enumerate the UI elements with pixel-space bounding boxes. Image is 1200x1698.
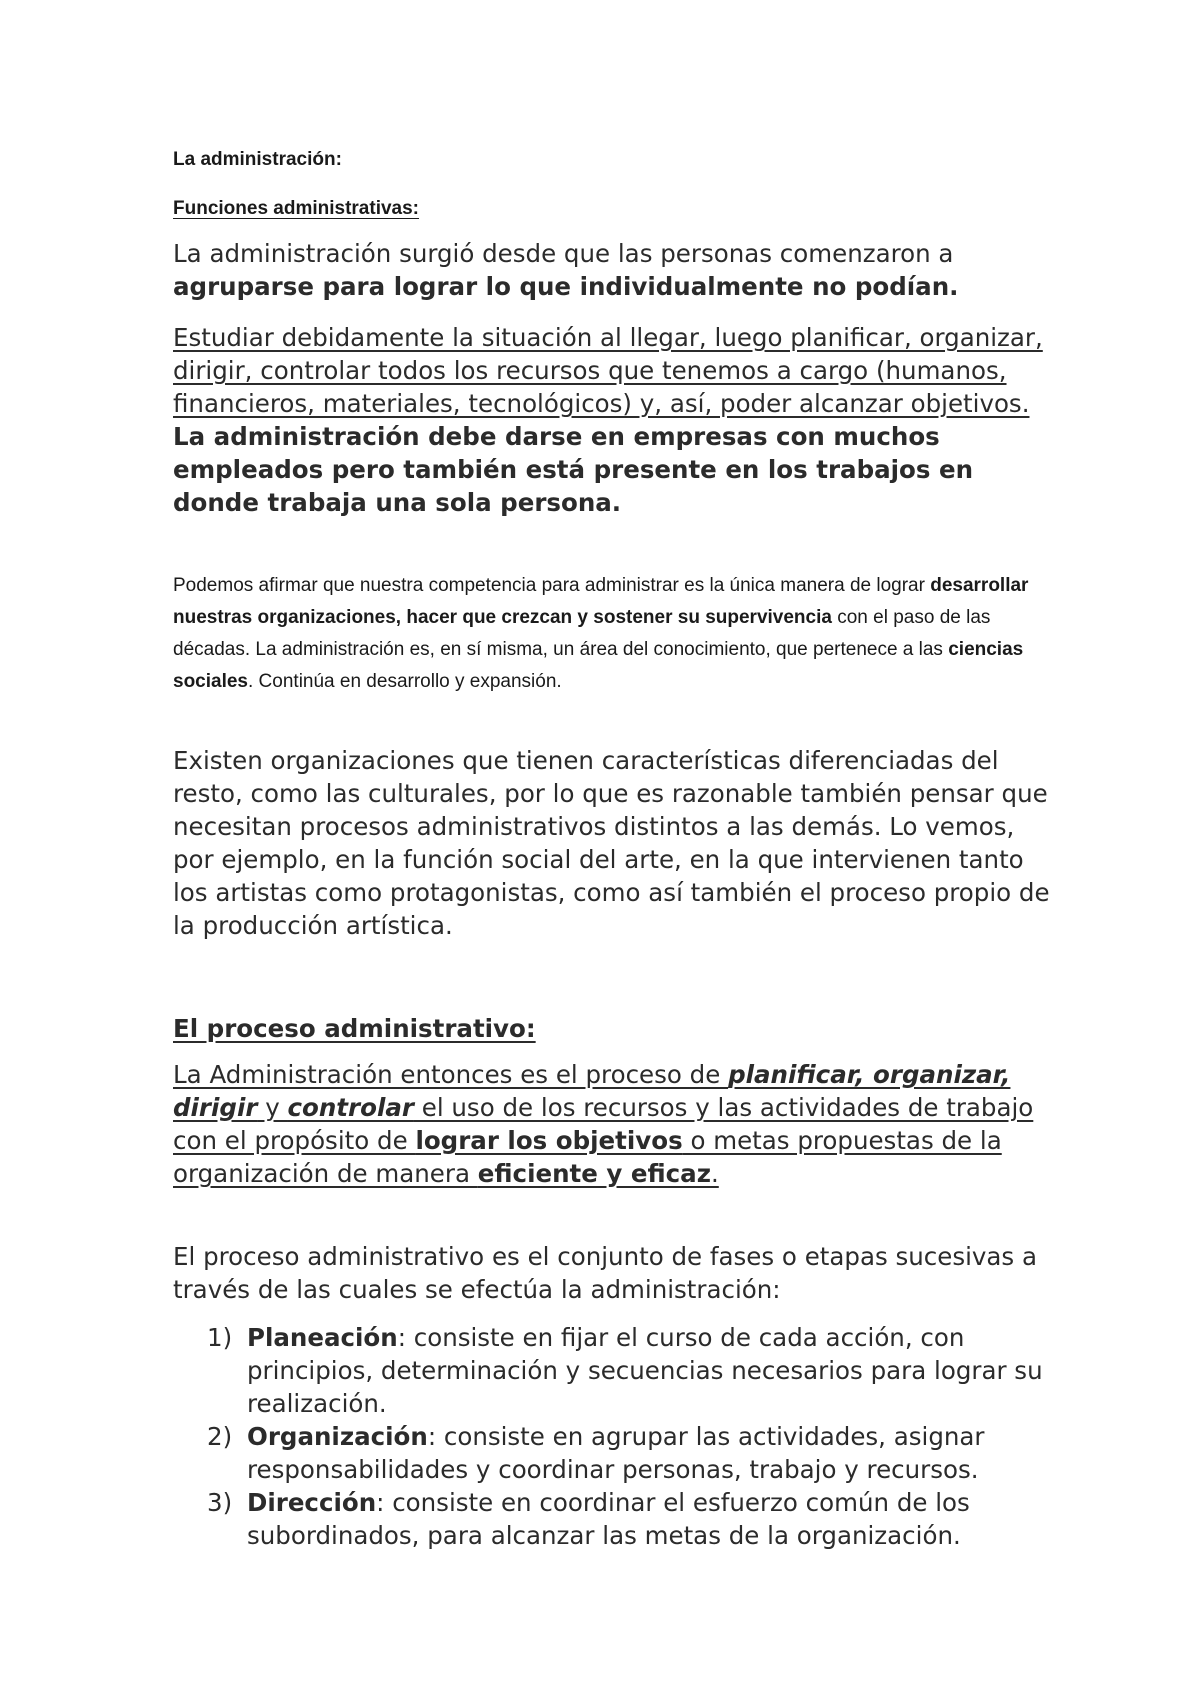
document-title: La administración: — [173, 149, 342, 170]
section-subtitle: Funciones administrativas: — [173, 198, 420, 219]
section-heading-process: El proceso administrativo: — [173, 1014, 536, 1043]
list-item-number: 1) — [207, 1323, 233, 1352]
list-item — [173, 1486, 1053, 1552]
definition-emph-2: controlar — [287, 1093, 414, 1122]
phases-list — [173, 1321, 1053, 1552]
definition-text-1: La Administración entonces es el proceso de — [173, 1060, 729, 1089]
paragraph-competence-text-3: . Continúa en desarrollo y expansión. — [248, 671, 562, 692]
definition-bold-2: eficiente y eficaz — [477, 1159, 711, 1188]
list-item-number: 2) — [207, 1422, 233, 1451]
paragraph-process-phases: El proceso administrativo es el conjunto de fases o etapas sucesivas a través de las cuales se efectúa la administración: — [173, 1242, 1037, 1304]
list-item — [173, 1321, 1053, 1420]
paragraph-origin-text: La administración surgió desde que las personas comenzaron a — [173, 239, 954, 268]
definition-text-5: . — [710, 1159, 719, 1188]
definition-text-3: el uso de los recursos y las actividades de trabajo con el propósito de — [173, 1093, 1034, 1155]
paragraph-competence-bold-2: ciencias sociales — [173, 639, 1024, 692]
paragraph-study — [173, 321, 1053, 519]
list-item-term: Dirección — [247, 1488, 377, 1517]
definition-bold-1: lograr los objetivos — [415, 1126, 683, 1155]
paragraph-study-bold: La administración debe darse en empresas con muchos empleados pero también está presente en los trabajos en donde trabaja una sola persona. — [173, 422, 974, 517]
list-item-term: Organización — [247, 1422, 428, 1451]
paragraph-origin-bold: agruparse para lograr lo que individualmente no podían. — [173, 272, 959, 301]
paragraph-study-underlined: Estudiar debidamente la situación al llegar, luego planificar, organizar, dirigir, controlar todos los recursos que tenemos a cargo (humanos, financieros, materiales, tecnológicos) y, así, poder alcanzar objetivos. — [173, 323, 1043, 418]
paragraph-competence-bold-1: desarrollar nuestras organizaciones, hacer que crezcan y sostener su supervivencia — [173, 575, 1029, 628]
paragraph-competence-text-2: con el paso de las décadas. La administración es, en sí misma, un área del conocimiento, que pertenece a las — [173, 607, 991, 660]
list-item-term: Planeación — [247, 1323, 398, 1352]
paragraph-origin — [173, 237, 1053, 303]
list-item — [173, 1420, 1053, 1486]
paragraph-competence — [173, 570, 1053, 698]
paragraph-competence-text-1: Podemos afirmar que nuestra competencia para administrar es la única manera de lograr — [173, 575, 931, 596]
definition-emph-1: planificar, organizar, dirigir — [173, 1060, 1011, 1122]
list-item-text: : consiste en agrupar las actividades, asignar responsabilidades y coordinar personas, trabajo y recursos. — [247, 1422, 985, 1484]
list-item-text: : consiste en fijar el curso de cada acción, con principios, determinación y secuencias necesarios para lograr su realización. — [247, 1323, 1043, 1418]
paragraph-definition — [173, 1058, 1053, 1190]
paragraph-organizations: Existen organizaciones que tienen características diferenciadas del resto, como las culturales, por lo que es razonable también pensar que necesitan procesos administrativos distintos a las demás. Lo vemos, por ejemplo, en la función social del arte, en la que intervienen tanto los artistas como protagonistas, como así también el proceso propio de la producción artística. — [173, 746, 1050, 940]
definition-text-4: o metas propuestas de la organización de manera — [173, 1126, 1002, 1188]
list-item-number: 3) — [207, 1488, 233, 1517]
definition-text-2: y — [257, 1093, 288, 1122]
list-item-text: : consiste en coordinar el esfuerzo común de los subordinados, para alcanzar las metas de la organización. — [247, 1488, 970, 1550]
